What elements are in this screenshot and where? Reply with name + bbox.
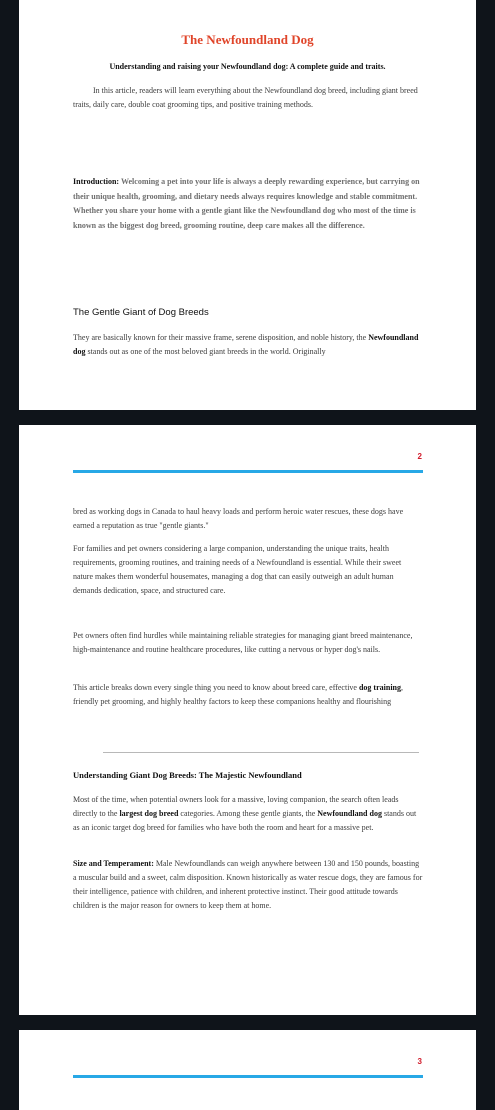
paragraph-1: bred as working dogs in Canada to haul heavy loads and perform heroic water rescues, these dogs have earned a reputation as true "gentle giants." (73, 507, 404, 530)
document-title: The Newfoundland Dog (181, 32, 314, 47)
bold-span: Newfoundland dog (73, 333, 419, 356)
text-span: categories. Among these gentle giants, the (178, 809, 318, 818)
text-span: This article breaks down every single thing you need to know about breed care, effective (73, 683, 359, 692)
document-page-1 (19, 0, 476, 410)
intro-paragraph (73, 175, 423, 233)
paragraph-3: Pet owners often find hurdles while maintaining reliable strategies for managing giant breed maintenance, high-maintenance and routine healthcare procedures, like cutting a nervous or hyper dog's nails. (73, 631, 413, 654)
document-page-3 (19, 1030, 476, 1110)
text-span: , friendly pet grooming, and highly healthy factors to keep these companions healthy and flourishing (73, 683, 403, 706)
text-span: Most of the time, when potential owners look for a massive, loving companion, the search often leads directly to the (73, 795, 399, 818)
section-paragraph (73, 331, 423, 359)
text-span: They are basically known for their massive frame, serene disposition, and noble history, the (73, 333, 369, 342)
page-number: 3 (417, 1057, 422, 1066)
bold-span: dog training (358, 683, 401, 692)
paragraph-2: For families and pet owners considering a large companion, understanding the unique traits, health requirements, grooming routines, and training needs of a Newfoundland is essential. While their sweet nature makes them wonderful housemates, managing a dog that can easily outweigh an adult human demands dedication, space, and structured care. (73, 544, 402, 595)
header-rule (73, 470, 423, 473)
section-heading: The Gentle Giant of Dog Breeds (73, 307, 209, 318)
page-number: 2 (417, 452, 422, 461)
header-rule (73, 1075, 423, 1078)
bold-span: Newfoundland dog (317, 809, 382, 818)
paragraph-4 (73, 681, 423, 709)
section-divider (103, 752, 419, 753)
paragraph-6 (73, 857, 423, 913)
text-span: stands out as an iconic target dog breed for families who have both the room and heart for a massive pet. (73, 809, 417, 832)
document-subtitle: Understanding and raising your Newfoundland dog: A complete guide and traits. (109, 62, 386, 71)
document-page-2 (19, 425, 476, 1015)
summary-paragraph: In this article, readers will learn everything about the Newfoundland dog breed, including giant breed traits, daily care, double coat grooming tips, and positive training methods. (73, 86, 418, 109)
intro-label: Introduction: (73, 177, 120, 186)
bold-span: largest dog breed (119, 809, 179, 818)
bold-label: Size and Temperament: (73, 859, 154, 868)
intro-text: Welcoming a pet into your life is always a deeply rewarding experience, but carrying on their unique health, grooming, and dietary needs always requires knowledge and stable commitment. Whether you share your home with a gentle giant like the Newfoundland dog who most of the time is known as the biggest dog breed, grooming routine, deep care makes all the difference. (73, 177, 420, 230)
text-span: Male Newfoundlands can weigh anywhere between 130 and 150 pounds, boasting a muscular build and a sweet, calm disposition. Known historically as water rescue dogs, they are famous for their intelligence, patience with children, and inherent protective instinct. Their good attitude towards children is the major reason for owners to keep them at home. (73, 859, 423, 910)
section-heading-2: Understanding Giant Dog Breeds: The Majestic Newfoundland (73, 770, 302, 780)
paragraph-5 (73, 793, 423, 835)
text-span: stands out as one of the most beloved giant breeds in the world. Originally (85, 347, 326, 356)
